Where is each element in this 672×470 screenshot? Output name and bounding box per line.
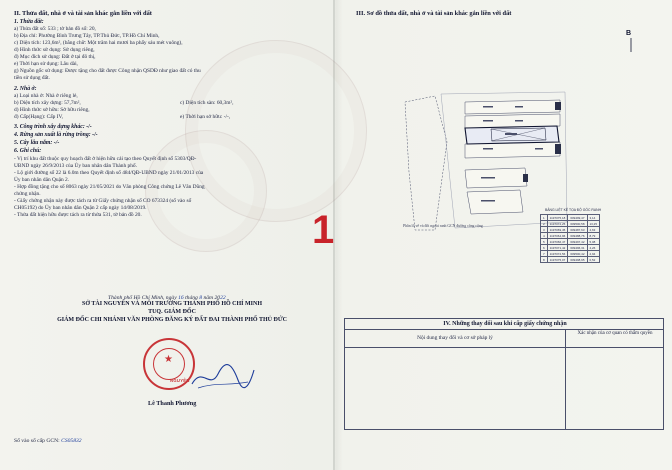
table-cell: 6 [541, 245, 548, 251]
table-cell: 13,25 [587, 221, 600, 227]
house-grade: đ) Cấp(Hạng): Cấp IV, [14, 114, 64, 120]
note-line: - Thửa đất hiện hữu được tách ra từ thửa 531, tờ bản đồ 20. [14, 212, 142, 218]
section-iv-title: IV. Những thay đổi sau khi cấp giấy chứng nhận [443, 321, 567, 327]
authority-line-2: TUQ. GIÁM ĐỐC [148, 309, 196, 315]
table-row [541, 257, 600, 263]
use-origin: g) Nguồn gốc sử dụng: Được tặng cho đất được Công nhận QSDĐ như giao đất có thu [14, 68, 201, 74]
table-cell: 2 [541, 221, 548, 227]
perennial-trees: 5. Cây lâu năm: -/- [14, 140, 60, 146]
left-page [0, 0, 333, 470]
table-cell: 1197071,42 [547, 245, 568, 251]
registration-serial [14, 438, 82, 444]
use-purpose: đ) Mục đích sử dụng: Đất ở tại đô thị, [14, 54, 96, 60]
table-cell: 609487,63 [568, 227, 587, 233]
table-cell: 609496,31 [568, 245, 587, 251]
table-cell: 3,14 [587, 215, 600, 221]
parcel-diagram [395, 82, 570, 232]
house-ownership: d) Hình thức sở hữu: Sở hữu riêng, [14, 107, 90, 113]
house-floor-area: c) Diện tích sàn: 60,3m², [180, 100, 234, 106]
seal-text: NGUYÊN [170, 378, 190, 383]
date-month-word: tháng [185, 295, 198, 301]
note-line: - Hợp đồng tặng cho số 8063 ngày 21/05/2021 do Văn phòng Công chứng Lê Văn Dũng [14, 184, 205, 190]
page-marker: 1 [312, 208, 335, 252]
table-cell: 5,08 [587, 239, 600, 245]
table-cell: 1 [541, 215, 548, 221]
table-cell: 4 [541, 233, 548, 239]
signature-icon [188, 362, 258, 392]
house-heading: 2. Nhà ở: [14, 86, 37, 92]
serial-label: Số vào sổ cấp GCN: [14, 438, 60, 444]
note-line: chứng nhận. [14, 191, 41, 197]
table-cell: 5 [541, 239, 548, 245]
table-cell: 3 [541, 227, 548, 233]
table-cell: 1197064,96 [547, 233, 568, 239]
changes-column-content: Nội dung thay đổi và cơ sở pháp lý [417, 335, 493, 341]
diagram-caption: Phần lô vẽ và đối ngoài ranh GCN đường công cộng [403, 224, 483, 228]
table-cell: 1197075,07 [547, 257, 568, 263]
table-cell: 609500,42 [568, 251, 587, 257]
divider [565, 329, 566, 429]
parcel-number: a) Thửa đất số: 533 ; tờ bản đồ số: 20, [14, 26, 96, 32]
table-cell: 609498,95 [568, 257, 587, 263]
table-cell: 1197072,25 [547, 221, 568, 227]
note-line: - Lộ giới đường số 22 là 6.0m theo Quyết định số 484/QĐ-UBND ngày 21/01/2013 của [14, 170, 204, 176]
table-cell: 4,26 [587, 245, 600, 251]
table-cell: 609497,42 [568, 239, 587, 245]
table-cell: 609500,58 [568, 221, 587, 227]
house-ownership-term: e) Thời hạn sở hữu: -/-, [180, 114, 231, 120]
table-cell: 2,94 [587, 251, 600, 257]
notes-heading: 6. Ghi chú: [14, 148, 42, 154]
north-arrow-icon: B [626, 30, 632, 37]
table-cell: 609499,47 [568, 215, 587, 221]
authority-line-1: SỞ TÀI NGUYÊN VÀ MÔI TRƯỜNG THÀNH PHỐ HỒ CHÍ MINH [81, 301, 263, 307]
table-cell: 8 [541, 257, 548, 263]
section-iii-title: III. Sơ đồ thửa đất, nhà ở và tài sản khác gắn liền với đất [356, 10, 512, 17]
issuing-authority [22, 300, 322, 324]
changes-column-confirmation: Xác nhận của cơ quan có thẩm quyền [577, 331, 653, 336]
section-ii-title: II. Thửa đất, nhà ở và tài sản khác gắn liền với đất [14, 10, 152, 17]
parcel-address: b) Địa chỉ: Phường Bình Trưng Tây, TP.Thủ Đức, TP.Hồ Chí Minh, [14, 33, 160, 39]
other-construction: 3. Công trình xây dựng khác: -/- [14, 124, 92, 130]
note-line: UBND ngày 26/9/2013 của Ủy ban nhân dân Thành phố. [14, 163, 137, 169]
coordinate-table [540, 214, 600, 263]
parcel-area: c) Diện tích: 123,6m², (bằng chữ: Một trăm hai mươi ba phẩy sáu mét vuông), [14, 40, 183, 46]
watermark-emblem-inner [145, 130, 267, 252]
changes-table [344, 318, 664, 430]
table-cell: 0,52 [587, 257, 600, 263]
table-cell: 8,79 [587, 233, 600, 239]
coordinate-table-title: BẢNG LIỆT KÊ TỌA ĐỘ GÓC RANH [545, 208, 602, 212]
date-prefix: Thành phố Hồ Chí Minh, ngày [108, 295, 177, 301]
authority-line-3: GIÁM ĐỐC CHI NHÁNH VĂN PHÒNG ĐĂNG KÝ ĐẤT ĐAI THÀNH PHỐ THỦ ĐỨC [57, 317, 287, 323]
table-cell: 1197072,56 [547, 251, 568, 257]
parcel-heading: 1. Thửa đất: [14, 19, 44, 25]
divider [345, 329, 663, 330]
table-cell: 1197066,47 [547, 239, 568, 245]
table-cell: 1197069,45 [547, 227, 568, 233]
use-form: d) Hình thức sử dụng: Sử dụng riêng, [14, 47, 95, 53]
house-built-area: b) Diện tích xây dựng: 57,7m², [14, 100, 81, 106]
table-cell: 609488,76 [568, 233, 587, 239]
table-cell: 4,63 [587, 227, 600, 233]
table-cell: 7 [541, 251, 548, 257]
seal-star-icon: ★ [164, 354, 173, 365]
note-line: Ủy ban nhân dân Quận 2. [14, 177, 70, 183]
north-arrow-shaft-icon [628, 38, 634, 52]
table-cell: 1197075,18 [547, 215, 568, 221]
note-line: - Giấy chứng nhận này được tách ra từ Giấy chứng nhận số CO 673324 (số vào số [14, 198, 192, 204]
signer-name: Lê Thanh Phương [148, 400, 197, 407]
date-year: 22 [220, 295, 226, 301]
note-line: CH05192) do Ủy ban nhân dân Quận 2 cấp ngày 14/08/2019. [14, 205, 147, 211]
date-month: 8 [199, 295, 203, 301]
date-day: 16 [178, 295, 184, 301]
divider [345, 347, 663, 348]
use-origin-cont: tiền sử dụng đất. [14, 75, 50, 81]
planted-forest: 4. Rừng sản xuất là rừng trồng: -/- [14, 132, 98, 138]
house-type: a) Loại nhà ở: Nhà ở riêng lẻ, [14, 93, 78, 99]
date-year-prefix: năm 20 [203, 295, 221, 301]
serial-value: CS05832 [61, 438, 82, 444]
note-line: - Vị trí khu đất thuộc quy hoạch đất ở hiện hữu cải tạo theo Quyết định số 5303/QĐ- [14, 156, 197, 162]
use-duration: e) Thời hạn sử dụng: Lâu dài, [14, 61, 78, 67]
